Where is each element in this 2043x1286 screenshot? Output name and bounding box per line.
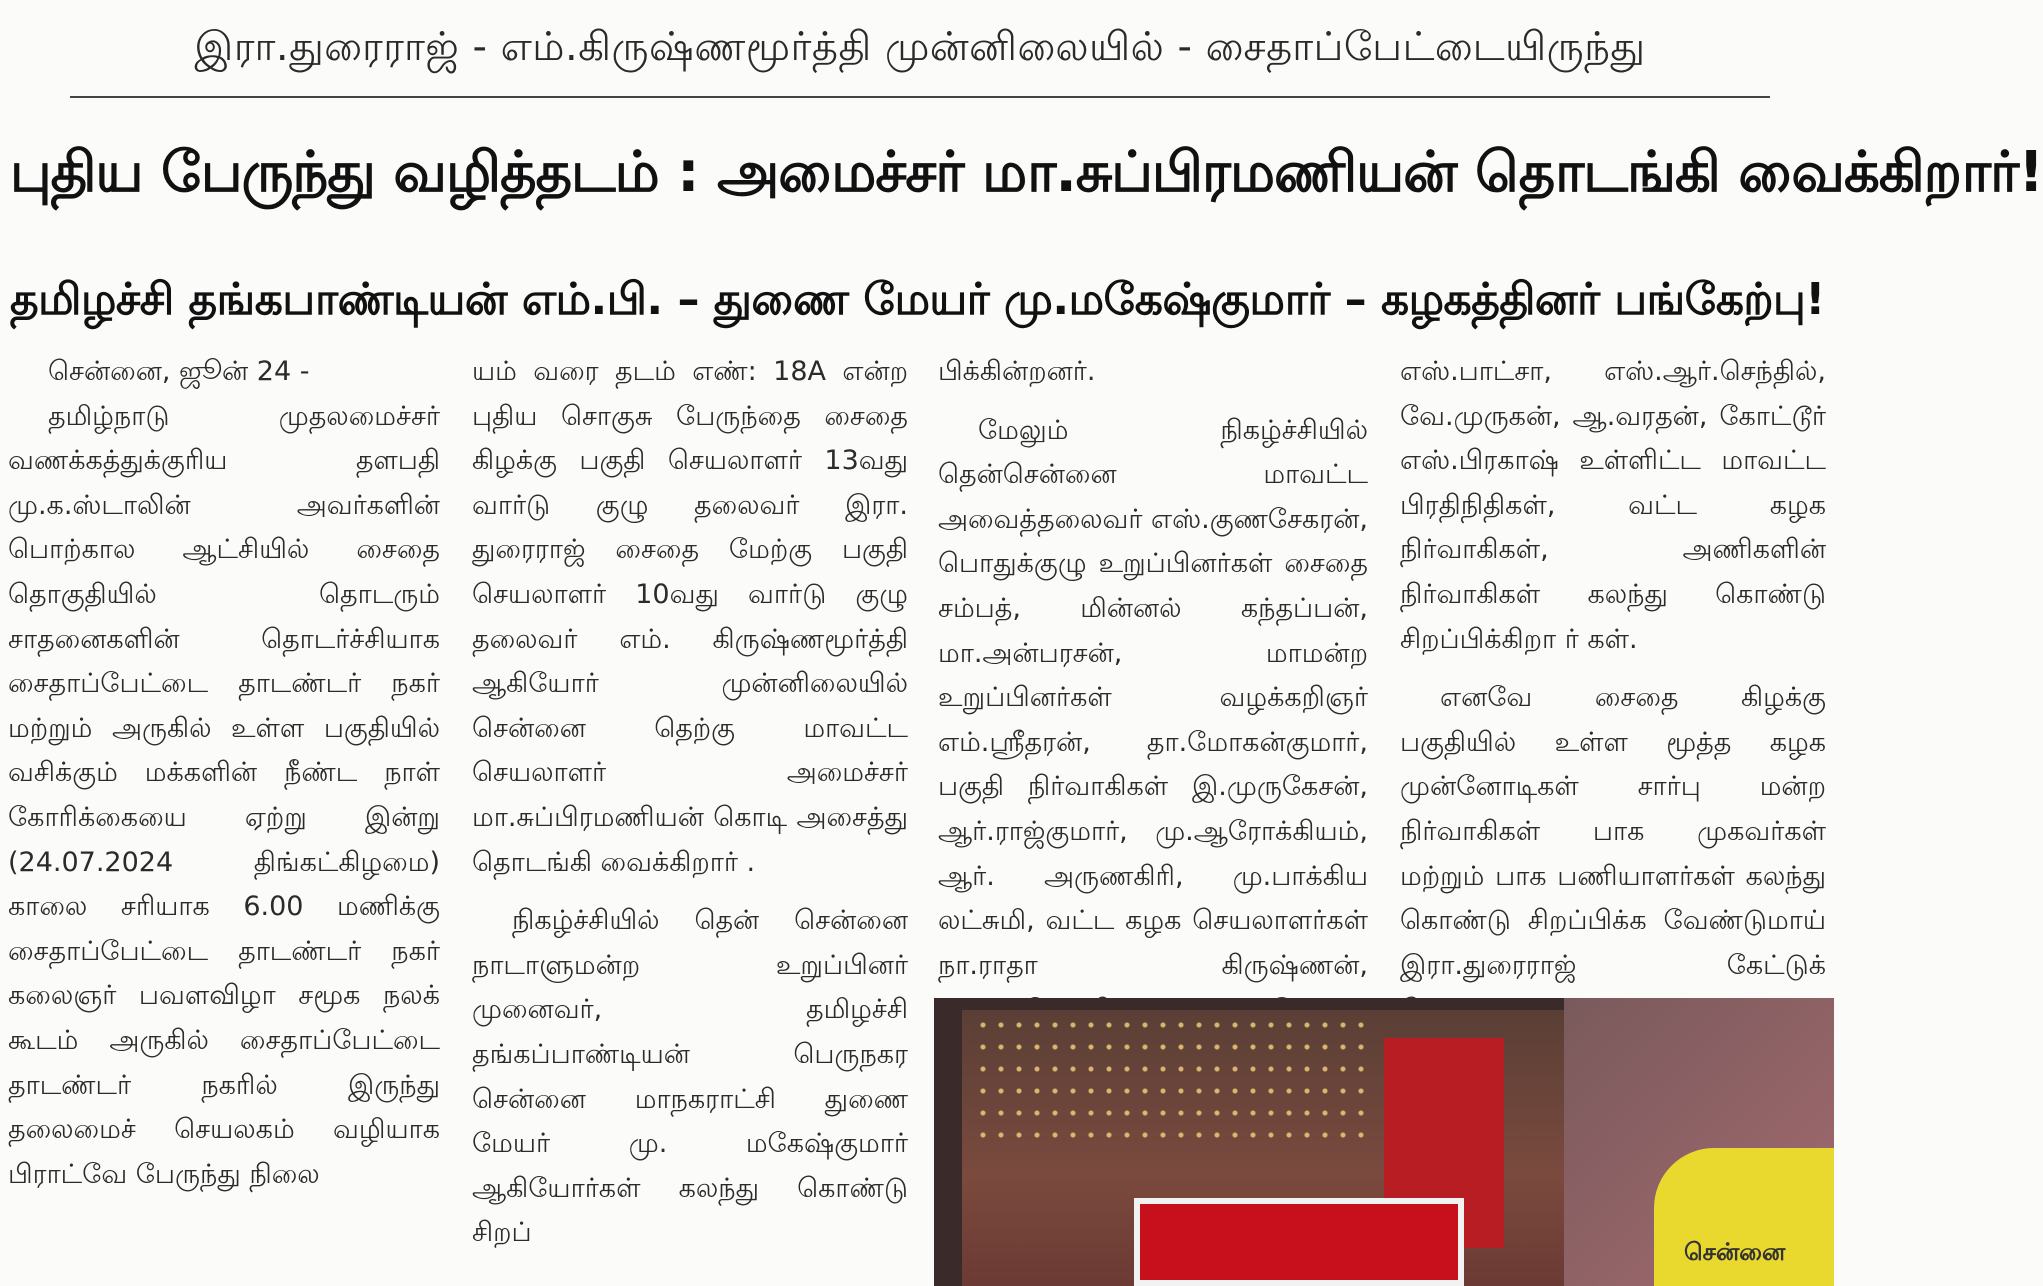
article-column-2 bbox=[472, 350, 908, 1286]
dateline: சென்னை, ஜூன் 24 - bbox=[48, 356, 310, 387]
paragraph: தமிழ்நாடு முதலமைச்சர் வணக்கத்துக்குரிய தளபதி மு.க.ஸ்டாலின் அவர்களின் பொற்கால ஆட்சியில் சைதை தொகுதியில் தொடரும் சாதனைகளின் தொடர்ச்சியாக சைதாப்பேட்டை தாடண்டர் நகர் மற்றும் அருகில் உள்ள பகுதியில் வசிக்கும் மக்களின் நீண்ட நாள் கோரிக்கையை ஏற்று இன்று (24.07.2024 திங்கட்கிழமை) காலை சரியாக 6.00 மணிக்கு சைதாப்பேட்டை தாடண்டர் நகர் கலைஞர் பவளவிழா சமூக நலக் கூடம் அருகில் சைதாப்பேட்டை தாடண்டர் நகரில் இருந்து தலைமைச் செயலகம் வழியாக பிராட்வே பேருந்து நிலை bbox=[8, 400, 440, 1190]
paragraph: நிகழ்ச்சியில் தென் சென்னை நாடாளுமன்ற உறுப்பினர் முனைவர், தமிழச்சி தங்கப்பாண்டியன் பெருநகர சென்னை மாநகராட்சி துணை மேயர் மு. மகேஷ்குமார் ஆகியோர்கள் கலந்து கொண்டு சிறப் bbox=[472, 905, 908, 1249]
paragraph: மேலும் நிகழ்ச்சியில் தென்சென்னை மாவட்ட அவைத்தலைவர் எஸ்.குணசேகரன், பொதுக்குழு உறுப்பினர்கள் சைதை சம்பத், மின்னல் கந்தப்பன், மா.அன்பரசன், மாமன்ற உறுப்பினர்கள் வழக்கறிஞர் எம்.ஸ்ரீதரன், தா.மோகன்குமார், பகுதி நிர்வாகிகள் இ.முருகேசன், ஆர்.ராஜ்குமார், மு.ஆரோக்கியம், ஆர். அருணகிரி, மு.பாக்கிய லட்சுமி, வட்ட கழக செயலாளர்கள் நா.ராதா கிருஷ்ணன், bbox=[938, 414, 1369, 981]
subheadline: தமிழச்சி தங்கபாண்டியன் எம்.பி. – துணை மேயர் மு.மகேஷ்குமார் – கழகத்தினர் பங்கேற்பு! bbox=[10, 274, 1825, 325]
event-photo bbox=[934, 998, 1834, 1286]
flower-garland bbox=[1134, 1198, 1464, 1286]
kicker-line: இரா.துரைராஜ் - எம்.கிருஷ்ணமூர்த்தி முன்னிலையில் - சைதாப்பேட்டையிருந்து bbox=[194, 24, 1646, 70]
photo-banner-text: சென்னை bbox=[1684, 1238, 1786, 1266]
decorative-lights bbox=[974, 1014, 1374, 1154]
headline: புதிய பேருந்து வழித்தடம் : அமைச்சர் மா.சுப்பிரமணியன் தொடங்கி வைக்கிறார்! bbox=[10, 140, 2043, 205]
paragraph: யம் வரை தடம் எண்: 18A என்ற புதிய சொகுசு பேருந்தை சைதை கிழக்கு பகுதி செயலாளர் 13வது வார்டு குழு தலைவர் இரா. துரைராஜ் சைதை மேற்கு பகுதி செயலாளர் 10வது வார்டு குழு தலைவர் எம். கிருஷ்ணமூர்த்தி ஆகியோர் முன்னிலையில் சென்னை தெற்கு மாவட்ட செயலாளர் அமைச்சர் மா.சுப்பிரமணியன் கொடி அசைத்து தொடங்கி வைக்கிறார் . bbox=[472, 356, 908, 878]
paragraph: எஸ்.பாட்சா, எஸ்.ஆர்.செந்தில், வே.முருகன், ஆ.வரதன், கோட்டூர் எஸ்.பிரகாஷ் உள்ளிட்ட மாவட்ட பிரதிநிதிகள், வட்ட கழக நிர்வாகிகள், அணிகளின் நிர்வாகிகள் கலந்து கொண்டு சிறப்பிக்கிறா ர் கள். bbox=[1400, 356, 1826, 655]
paragraph: பிக்கின்றனர். bbox=[938, 356, 1096, 387]
paragraph: எனவே சைதை கிழக்கு பகுதியில் உள்ள மூத்த கழக முன்னோடிகள் சார்பு மன்ற நிர்வாகிகள் பாக முகவர்கள் மற்றும் பாக பணியாளர்கள் கலந்து கொண்டு சிறப்பிக்க வேண்டுமாய் இரா.துரைராஜ் கேட்டுக் bbox=[1400, 682, 1826, 981]
kicker-divider bbox=[70, 96, 1770, 98]
article-column-1 bbox=[8, 350, 440, 1286]
